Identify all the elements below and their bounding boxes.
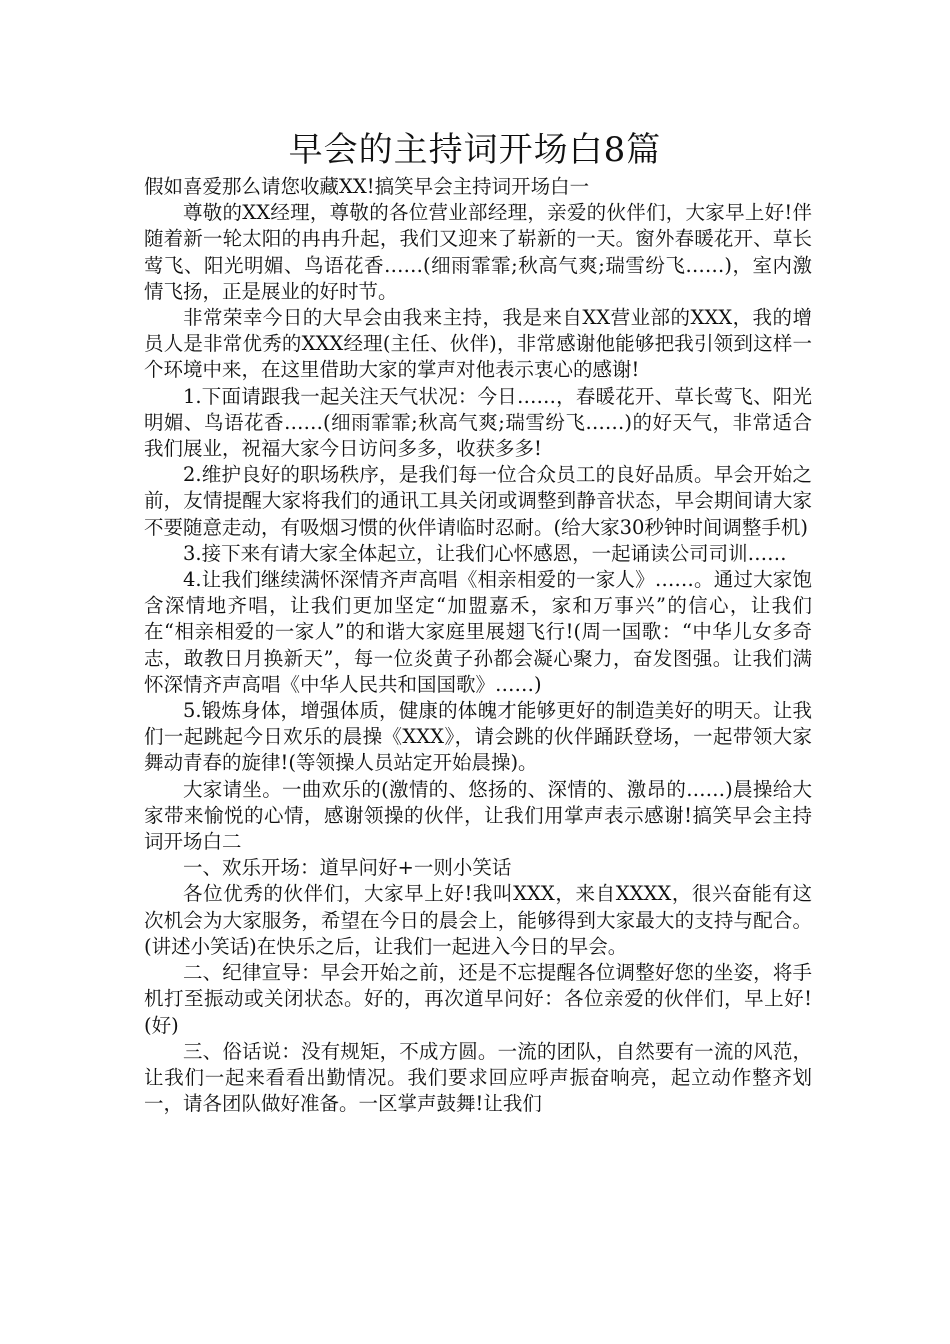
- document-body: [144, 174, 812, 1117]
- paragraph: 一、欢乐开场：道早问好+一则小笑话: [183, 856, 512, 880]
- paragraph: 大家请坐。一曲欢乐的(激情的、悠扬的、深情的、激昂的……)晨操给大家带来愉悦的心情，感谢领操的伙伴，让我们用掌声表示感谢!搞笑早会主持词开场白二: [144, 777, 812, 854]
- paragraph: 假如喜爱那么请您收藏XX!搞笑早会主持词开场白一: [144, 175, 590, 198]
- paragraph: 三、俗话说：没有规矩，不成方圆。一流的团队，自然要有一流的风范，让我们一起来看看出勤情况。我们要求回应呼声振奋响亮，起立动作整齐划一，请各团队做好准备。一区掌声鼓舞!让我们: [144, 1039, 812, 1116]
- paragraph: 非常荣幸今日的大早会由我来主持，我是来自XX营业部的XXX，我的增员人是非常优秀的XXX经理(主任、伙伴)，非常感谢他能够把我引领到这样一个环境中来，在这里借助大家的掌声对他表示衷心的感谢!: [144, 306, 812, 382]
- paragraph: 3.接下来有请大家全体起立，让我们心怀感恩，一起诵读公司司训……: [183, 541, 787, 565]
- paragraph: 2.维护良好的职场秩序，是我们每一位合众员工的良好品质。早会开始之前，友情提醒大家将我们的通讯工具关闭或调整到静音状态，早会期间请大家不要随意走动，有吸烟习惯的伙伴请临时忍耐。(给大家30秒钟时间调整手机): [144, 463, 812, 539]
- paragraph: 5.锻炼身体，增强体质，健康的体魄才能够更好的制造美好的明天。让我们一起跳起今日欢乐的晨操《XXX》，请会跳的伙伴踊跃登场，一起带领大家舞动青春的旋律!(等领操人员站定开始晨操)。: [144, 699, 812, 775]
- paragraph: 各位优秀的伙伴们，大家早上好!我叫XXX，来自XXXX，很兴奋能有这次机会为大家服务，希望在今日的晨会上，能够得到大家最大的支持与配合。(讲述小笑话)在快乐之后，让我们一起进入今日的早会。: [144, 882, 812, 958]
- paragraph: 4.让我们继续满怀深情齐声高唱《相亲相爱的一家人》……。通过大家饱含深情地齐唱，让我们更加坚定“加盟嘉禾，家和万事兴”的信心，让我们在“相亲相爱的一家人”的和谐大家庭里展翅飞行!(周一国歌：“中华儿女多奇志，敢教日月换新天”，每一位炎黄子孙都会凝心聚力，奋发图强。让我们满怀深情齐声高唱《中华人民共和国国歌》……): [144, 568, 812, 696]
- paragraph: 二、纪律宣导：早会开始之前，还是不忘提醒各位调整好您的坐姿，将手机打至振动或关闭状态。好的，再次道早问好：各位亲爱的伙伴们，早上好!(好): [144, 961, 812, 1037]
- paragraph: 1.下面请跟我一起关注天气状况：今日……，春暖花开、草长莺飞、阳光明媚、鸟语花香……(细雨霏霏;秋高气爽;瑞雪纷飞……)的好天气，非常适合我们展业，祝福大家今日访问多多，收获多多!: [144, 384, 812, 461]
- paragraph: 尊敬的XX经理，尊敬的各位营业部经理，亲爱的伙伴们，大家早上好!伴随着新一轮太阳的冉冉升起，我们又迎来了崭新的一天。窗外春暖花开、草长莺飞、阳光明媚、鸟语花香……(细雨霏霏;秋高气爽;瑞雪纷飞……)，室内激情飞扬，正是展业的好时节。: [144, 201, 812, 303]
- document-title: 早会的主持词开场白8篇: [288, 130, 662, 170]
